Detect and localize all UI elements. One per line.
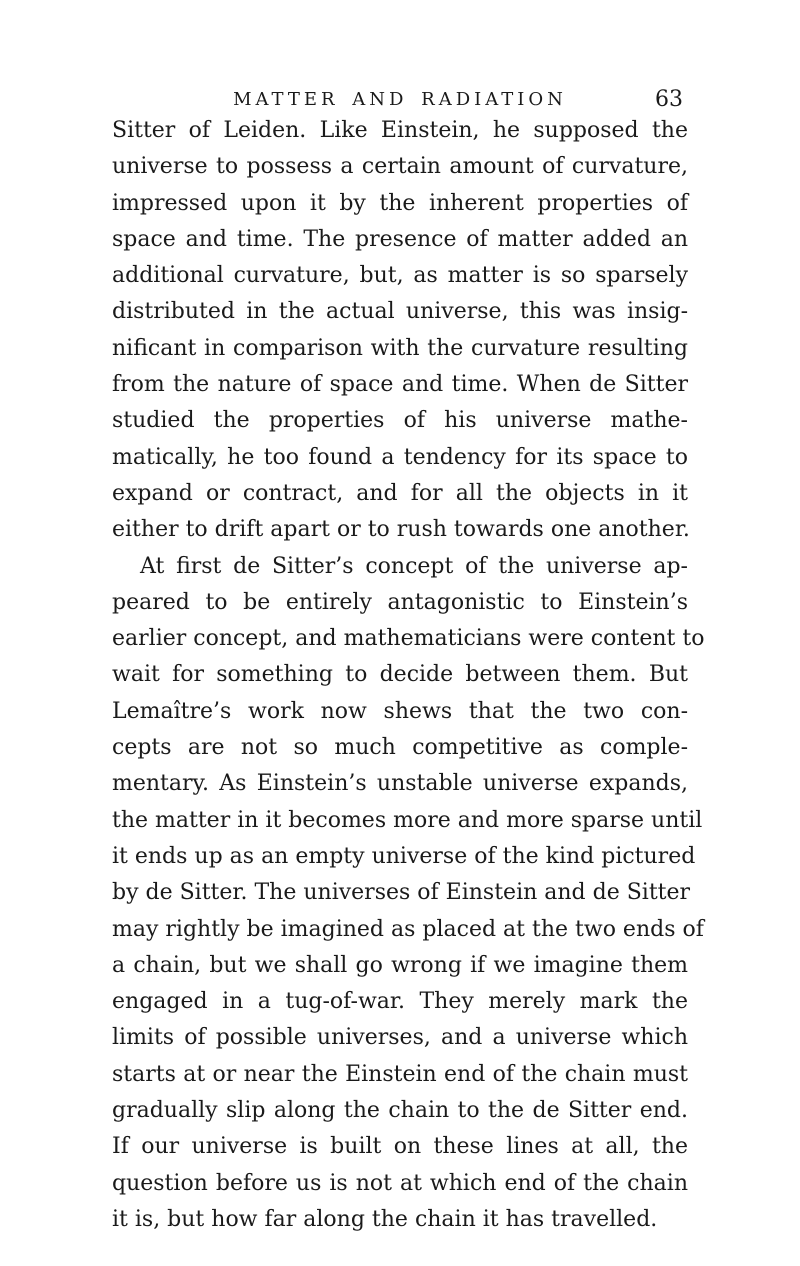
text-line: may rightly be imagined as placed at the two ends of	[112, 916, 704, 942]
text-line: wait for something to decide between them. But	[112, 662, 688, 688]
text-line: distributed in the actual universe, this was insig-	[112, 299, 688, 325]
text-line: If our universe is built on these lines at all, the	[112, 1134, 688, 1160]
text-line: At first de Sitter’s concept of the universe ap-	[140, 553, 688, 579]
text-line: earlier concept, and mathematicians were content to	[112, 626, 705, 652]
text-line: cepts are not so much competitive as comple-	[112, 735, 688, 761]
text-line: matically, he too found a tendency for its space to	[112, 444, 688, 470]
text-line: it ends up as an empty universe of the kind pictured	[112, 843, 696, 869]
text-line: the matter in it becomes more and more sparse until	[112, 807, 703, 833]
running-head: MATTER AND RADIATION	[233, 89, 567, 110]
text-line: engaged in a tug-of-war. They merely mark the	[112, 989, 688, 1015]
text-line: impressed upon it by the inherent properties of	[112, 190, 688, 216]
page-header	[117, 83, 683, 117]
text-line: from the nature of space and time. When de Sitter	[112, 372, 688, 398]
text-line: starts at or near the Einstein end of the chain must	[112, 1061, 688, 1087]
text-line: it is, but how far along the chain it has travelled.	[112, 1206, 658, 1232]
text-line: universe to possess a certain amount of curvature,	[112, 154, 688, 180]
text-line: limits of possible universes, and a universe which	[112, 1025, 688, 1051]
text-line: gradually slip along the chain to the de Sitter end.	[112, 1098, 688, 1124]
text-line: expand or contract, and for all the objects in it	[112, 480, 688, 506]
text-line: Sitter of Leiden. Like Einstein, he supposed the	[112, 118, 688, 143]
text-line: a chain, but we shall go wrong if we imagine them	[112, 952, 688, 978]
text-line: studied the properties of his universe mathe-	[112, 408, 688, 434]
text-line: additional curvature, but, as matter is so sparsely	[112, 263, 688, 289]
text-line: mentary. As Einstein’s unstable universe expands,	[112, 771, 688, 797]
text-line: by de Sitter. The universes of Einstein and de Sitter	[112, 880, 691, 906]
text-line: peared to be entirely antagonistic to Einstein’s	[112, 589, 688, 615]
text-line: question before us is not at which end of the chain	[112, 1170, 688, 1196]
text-line: Lemaître’s work now shews that the two con-	[112, 698, 688, 724]
text-line: either to drift apart or to rush towards one another.	[112, 517, 690, 543]
text-line: space and time. The presence of matter added an	[112, 226, 688, 252]
page-number: 63	[655, 87, 683, 112]
text-line: nificant in comparison with the curvature resulting	[112, 335, 688, 361]
body-text	[112, 113, 705, 1238]
